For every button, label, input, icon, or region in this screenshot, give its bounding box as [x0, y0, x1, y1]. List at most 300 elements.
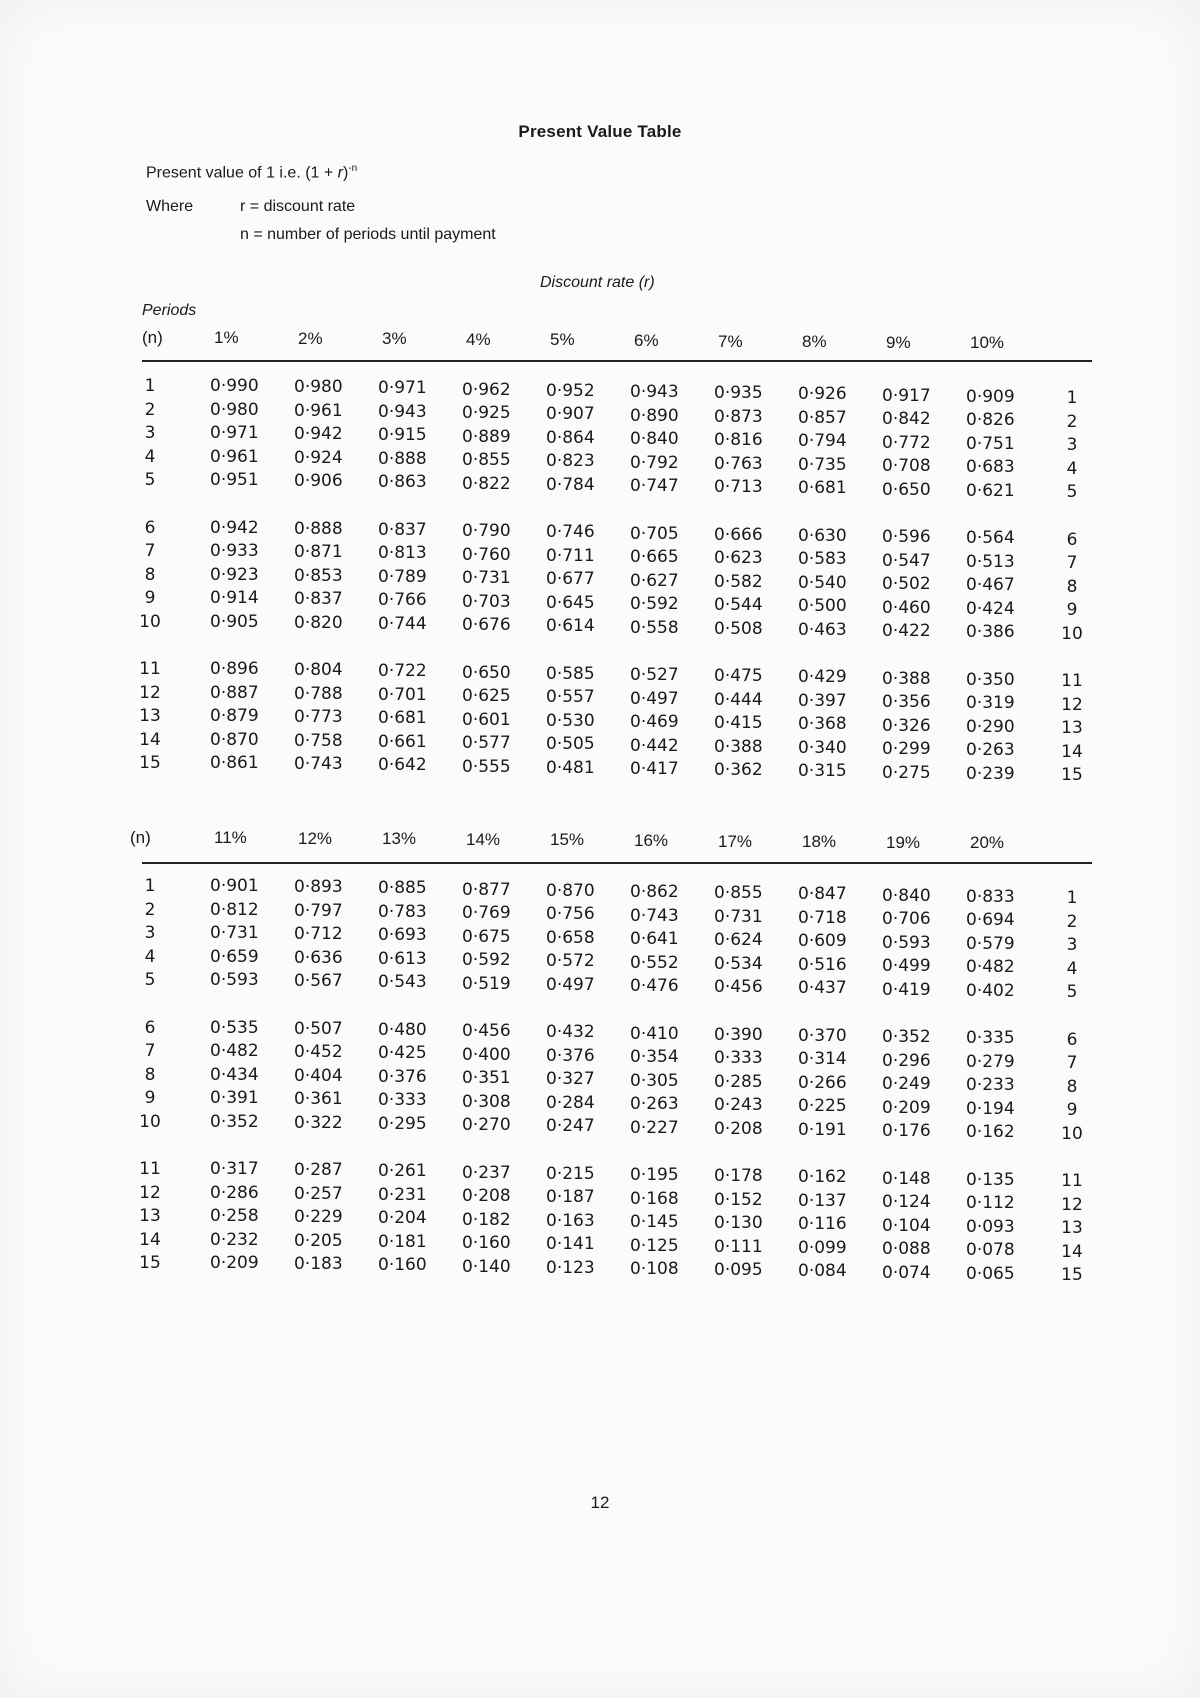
- discount-rate-label: Discount rate (r): [540, 274, 655, 291]
- table-cell: 0·564: [966, 528, 1015, 549]
- table-cell: 0·577: [462, 733, 511, 754]
- table-cell: 0·544: [714, 595, 763, 616]
- table-cell: 0·621: [966, 480, 1015, 501]
- table-cell: 0·675: [462, 926, 511, 947]
- table-cell: 0·352: [882, 1027, 931, 1048]
- table-cell: 0·481: [546, 757, 595, 778]
- table-cell: 0·497: [630, 688, 679, 709]
- table-cell: 0·855: [462, 450, 511, 471]
- table-cell: 0·744: [378, 613, 427, 634]
- rate-header: 18%: [802, 832, 837, 852]
- table-cell: 0·505: [546, 734, 595, 755]
- table-cell: 0·547: [882, 550, 931, 571]
- rate-header: 14%: [466, 829, 501, 849]
- period-number-left: 8: [144, 1064, 156, 1085]
- formula-exponent: -n: [348, 163, 358, 174]
- table-cell: 0·135: [966, 1169, 1015, 1190]
- table-cell: 0·837: [378, 519, 427, 540]
- table-cell: 0·893: [294, 877, 343, 898]
- table-cell: 0·842: [882, 409, 931, 430]
- where-label: Where: [146, 198, 194, 215]
- table-cell: 0·614: [546, 616, 595, 637]
- table-cell: 0·907: [546, 404, 595, 425]
- table-cell: 0·326: [882, 715, 931, 736]
- table-cell: 0·592: [462, 950, 511, 971]
- table-cell: 0·822: [462, 473, 511, 494]
- table-cell: 0·388: [882, 668, 931, 689]
- period-number-left: 11: [139, 1159, 161, 1179]
- table-cell: 0·204: [378, 1208, 427, 1229]
- table-cell: 0·790: [462, 521, 511, 542]
- period-number-left: 2: [144, 899, 156, 920]
- rate-header: 9%: [886, 332, 911, 352]
- table-cell: 0·747: [630, 476, 679, 496]
- table-cell: 0·735: [798, 454, 847, 475]
- table-cell: 0·833: [966, 886, 1015, 907]
- table-cell: 0·593: [210, 970, 259, 990]
- table-cell: 0·650: [882, 479, 931, 500]
- table-cell: 0·456: [714, 977, 763, 998]
- table-cell: 0·535: [210, 1017, 259, 1038]
- table-cell: 0·676: [462, 615, 511, 636]
- period-number-left: 9: [144, 588, 156, 608]
- table-cell: 0·557: [546, 687, 595, 708]
- period-number-left: 7: [144, 1041, 156, 1061]
- table-cell: 0·705: [630, 523, 679, 544]
- table-cell: 0·961: [210, 446, 259, 467]
- table-cell: 0·356: [882, 692, 931, 713]
- table-cell: 0·917: [882, 385, 931, 406]
- table-cell: 0·376: [378, 1066, 427, 1087]
- rate-header: 5%: [550, 330, 575, 350]
- table-cell: 0·713: [714, 477, 763, 498]
- table-cell: 0·208: [462, 1186, 511, 1207]
- table-cell: 0·555: [462, 756, 511, 777]
- table-cell: 0·701: [378, 684, 427, 705]
- table-cell: 0·482: [966, 957, 1015, 978]
- table-cell: 0·980: [294, 377, 343, 398]
- table-cell: 0·585: [546, 663, 595, 684]
- period-number-left: 13: [139, 1206, 161, 1226]
- table-cell: 0·425: [378, 1043, 427, 1064]
- table-cell: 0·181: [378, 1231, 427, 1252]
- rate-header: 12%: [298, 828, 333, 848]
- rate-header: 2%: [298, 328, 323, 348]
- table-cell: 0·650: [462, 662, 511, 683]
- table-cell: 0·368: [798, 714, 847, 735]
- table-cell: 0·877: [462, 879, 511, 900]
- period-number-left: 13: [139, 706, 161, 726]
- table-cell: 0·769: [462, 903, 511, 924]
- table-cell: 0·642: [378, 755, 427, 776]
- table-cell: 0·417: [630, 759, 679, 779]
- table-cell: 0·434: [210, 1064, 259, 1085]
- table-cell: 0·233: [966, 1075, 1015, 1096]
- table-cell: 0·847: [798, 884, 847, 905]
- table-cell: 0·925: [462, 403, 511, 424]
- formula-var: r: [337, 164, 343, 182]
- table-cell: 0·500: [798, 596, 847, 617]
- table-cell: 0·163: [546, 1210, 595, 1231]
- table-cell: 0·290: [966, 716, 1015, 737]
- table-cell: 0·552: [630, 952, 679, 973]
- table-cell: 0·208: [714, 1118, 763, 1139]
- table-cell: 0·540: [798, 572, 847, 593]
- rate-header: 13%: [382, 829, 417, 849]
- table-cell: 0·601: [462, 709, 511, 730]
- table-cell: 0·857: [798, 407, 847, 428]
- period-number-right: 7: [1066, 1053, 1078, 1073]
- table-cell: 0·088: [882, 1239, 931, 1260]
- table-cell: 0·499: [882, 956, 931, 977]
- table-cell: 0·513: [966, 551, 1015, 572]
- table-cell: 0·140: [462, 1256, 511, 1277]
- rate-header: 6%: [634, 331, 659, 350]
- header-rule: [142, 862, 1092, 864]
- table-cell: 0·837: [294, 589, 343, 610]
- table-cell: 0·794: [798, 431, 847, 452]
- period-number-right: 6: [1066, 529, 1078, 550]
- rate-header: 3%: [382, 329, 407, 349]
- table-cell: 0·840: [630, 429, 679, 449]
- period-number-right: 2: [1066, 411, 1078, 432]
- definition-n: n = number of periods until payment: [240, 226, 496, 243]
- table-cell: 0·534: [714, 953, 763, 974]
- table-cell: 0·467: [966, 575, 1015, 596]
- table-cell: 0·194: [966, 1098, 1015, 1119]
- table-cell: 0·582: [714, 571, 763, 592]
- period-number-left: 10: [139, 611, 161, 632]
- table-cell: 0·386: [966, 622, 1015, 643]
- table-cell: 0·826: [966, 410, 1015, 431]
- table-cell: 0·519: [462, 973, 511, 994]
- table-cell: 0·952: [546, 380, 595, 401]
- table-cell: 0·351: [462, 1068, 511, 1089]
- table-cell: 0·422: [882, 621, 931, 642]
- table-cell: 0·065: [966, 1263, 1015, 1284]
- period-number-left: 14: [139, 1229, 161, 1250]
- table-cell: 0·641: [630, 929, 679, 949]
- table-cell: 0·225: [798, 1096, 847, 1117]
- table-cell: 0·797: [294, 900, 343, 921]
- period-number-right: 3: [1066, 435, 1078, 455]
- table-cell: 0·840: [882, 885, 931, 906]
- period-number-right: 15: [1061, 1265, 1083, 1285]
- period-number-right: 13: [1061, 718, 1083, 738]
- table-cell: 0·419: [882, 979, 931, 1000]
- table-cell: 0·873: [714, 406, 763, 427]
- period-number-left: 10: [139, 1111, 161, 1132]
- table-cell: 0·432: [546, 1022, 595, 1043]
- table-cell: 0·130: [714, 1213, 763, 1234]
- table-cell: 0·766: [378, 590, 427, 611]
- table-cell: 0·906: [294, 471, 343, 492]
- table-cell: 0·926: [798, 384, 847, 405]
- table-cell: 0·962: [462, 379, 511, 400]
- table-cell: 0·178: [714, 1166, 763, 1187]
- table-cell: 0·400: [462, 1044, 511, 1065]
- table-cell: 0·370: [798, 1025, 847, 1046]
- table-cell: 0·990: [210, 376, 259, 396]
- table-cell: 0·176: [882, 1121, 931, 1142]
- table-cell: 0·141: [546, 1234, 595, 1255]
- rate-header: 10%: [970, 333, 1005, 353]
- rate-header: 1%: [214, 328, 239, 347]
- table-cell: 0·681: [378, 708, 427, 729]
- table-cell: 0·315: [798, 761, 847, 782]
- table-cell: 0·279: [966, 1051, 1015, 1072]
- table-cell: 0·756: [546, 904, 595, 925]
- table-cell: 0·442: [630, 735, 679, 756]
- period-number-left: 1: [144, 876, 156, 896]
- period-number-right: 1: [1066, 888, 1078, 908]
- table-cell: 0·743: [294, 754, 343, 775]
- period-number-left: 9: [144, 1088, 156, 1108]
- period-number-left: 4: [144, 446, 156, 467]
- page-number: 12: [590, 1493, 610, 1512]
- table-cell: 0·888: [378, 448, 427, 469]
- table-cell: 0·658: [546, 927, 595, 948]
- table-cell: 0·209: [882, 1097, 931, 1118]
- table-cell: 0·116: [798, 1214, 847, 1235]
- table-cell: 0·760: [462, 544, 511, 565]
- table-cell: 0·391: [210, 1088, 259, 1108]
- rate-header: 7%: [718, 331, 743, 351]
- table-cell: 0·758: [294, 730, 343, 751]
- table-cell: 0·112: [966, 1193, 1015, 1214]
- table-cell: 0·305: [630, 1070, 679, 1091]
- table-cell: 0·482: [210, 1041, 259, 1061]
- table-cell: 0·636: [294, 947, 343, 968]
- table-cell: 0·665: [630, 547, 679, 567]
- table-cell: 0·783: [378, 901, 427, 922]
- period-number-left: 5: [144, 470, 156, 490]
- table-cell: 0·731: [210, 923, 259, 943]
- table-cell: 0·516: [798, 954, 847, 975]
- table-cell: 0·084: [798, 1261, 847, 1282]
- period-number-left: 15: [139, 1253, 161, 1273]
- table-cell: 0·108: [630, 1259, 679, 1279]
- period-number-right: 14: [1061, 1241, 1083, 1262]
- table-cell: 0·624: [714, 930, 763, 951]
- period-number-right: 8: [1066, 1076, 1078, 1097]
- table-cell: 0·275: [882, 762, 931, 783]
- table-cell: 0·863: [378, 472, 427, 493]
- table-cell: 0·583: [798, 549, 847, 570]
- period-number-right: 10: [1061, 623, 1083, 644]
- table-cell: 0·296: [882, 1050, 931, 1071]
- rate-header: 11%: [214, 828, 247, 847]
- table-cell: 0·823: [546, 451, 595, 472]
- period-number-right: 3: [1066, 935, 1078, 955]
- period-number-right: 8: [1066, 576, 1078, 597]
- period-number-left: 15: [139, 753, 161, 773]
- table-cell: 0·270: [462, 1115, 511, 1136]
- table-cell: 0·340: [798, 737, 847, 758]
- table-cell: 0·870: [546, 880, 595, 901]
- table-cell: 0·261: [378, 1161, 427, 1182]
- period-number-right: 4: [1066, 458, 1078, 479]
- table-cell: 0·319: [966, 693, 1015, 714]
- table-cell: 0·187: [546, 1187, 595, 1208]
- table-cell: 0·078: [966, 1240, 1015, 1261]
- table-cell: 0·784: [546, 474, 595, 495]
- table-cell: 0·683: [966, 457, 1015, 478]
- period-number-right: 12: [1061, 694, 1083, 715]
- table-cell: 0·812: [210, 899, 259, 920]
- table-cell: 0·693: [378, 925, 427, 946]
- table-cell: 0·543: [378, 972, 427, 993]
- table-cell: 0·746: [546, 522, 595, 543]
- table-cell: 0·247: [546, 1116, 595, 1137]
- table-cell: 0·456: [462, 1021, 511, 1042]
- table-cell: 0·295: [378, 1113, 427, 1134]
- table-cell: 0·592: [630, 594, 679, 614]
- table-cell: 0·243: [714, 1095, 763, 1116]
- table-cell: 0·452: [294, 1042, 343, 1063]
- period-number-right: 1: [1066, 388, 1078, 408]
- table-cell: 0·287: [294, 1160, 343, 1181]
- period-number-right: 2: [1066, 911, 1078, 932]
- table-cell: 0·961: [294, 400, 343, 421]
- rate-header: 4%: [466, 329, 491, 349]
- table-cell: 0·942: [294, 424, 343, 445]
- period-number-right: 5: [1066, 982, 1078, 1002]
- period-number-left: 4: [144, 946, 156, 967]
- table-cell: 0·249: [882, 1074, 931, 1095]
- period-number-left: 8: [144, 564, 156, 585]
- table-cell: 0·706: [882, 909, 931, 930]
- table-cell: 0·773: [294, 707, 343, 728]
- period-number-left: 3: [144, 923, 156, 943]
- table-cell: 0·308: [462, 1091, 511, 1112]
- table-cell: 0·099: [798, 1237, 847, 1258]
- period-number-right: 10: [1061, 1123, 1083, 1144]
- table-cell: 0·162: [966, 1122, 1015, 1143]
- table-cell: 0·871: [294, 542, 343, 563]
- table-cell: 0·322: [294, 1112, 343, 1133]
- table-cell: 0·257: [294, 1183, 343, 1204]
- period-number-left: 1: [144, 376, 156, 396]
- table-cell: 0·160: [378, 1255, 427, 1276]
- table-cell: 0·722: [378, 661, 427, 682]
- table-cell: 0·853: [294, 565, 343, 586]
- table-cell: 0·923: [210, 564, 259, 585]
- table-cell: 0·137: [798, 1190, 847, 1211]
- table-cell: 0·502: [882, 574, 931, 595]
- table-cell: 0·314: [798, 1049, 847, 1070]
- table-cell: 0·681: [798, 478, 847, 499]
- table-cell: 0·263: [966, 740, 1015, 761]
- table-cell: 0·609: [798, 931, 847, 952]
- table-cell: 0·593: [882, 932, 931, 953]
- table-cell: 0·711: [546, 545, 595, 566]
- table-cell: 0·743: [630, 905, 679, 926]
- table-cell: 0·145: [630, 1212, 679, 1232]
- table-cell: 0·943: [378, 401, 427, 422]
- table-cell: 0·951: [210, 470, 259, 490]
- table-cell: 0·376: [546, 1045, 595, 1066]
- table-cell: 0·397: [798, 690, 847, 711]
- table-cell: 0·507: [294, 1018, 343, 1039]
- table-cell: 0·731: [714, 906, 763, 927]
- table-cell: 0·361: [294, 1089, 343, 1110]
- table-cell: 0·191: [798, 1119, 847, 1140]
- table-cell: 0·333: [378, 1090, 427, 1111]
- period-number-right: 4: [1066, 958, 1078, 979]
- table-cell: 0·327: [546, 1069, 595, 1090]
- table-cell: 0·943: [630, 382, 679, 402]
- period-number-right: 9: [1066, 600, 1078, 620]
- period-number-right: 11: [1061, 671, 1083, 691]
- table-cell: 0·558: [630, 617, 679, 638]
- period-number-right: 9: [1066, 1100, 1078, 1120]
- rate-header: 16%: [634, 831, 669, 850]
- period-number-left: 5: [144, 970, 156, 990]
- period-number-left: 6: [144, 517, 156, 538]
- table-cell: 0·879: [210, 706, 259, 726]
- rate-header: 15%: [550, 830, 585, 850]
- page-title: Present Value Table: [518, 122, 682, 141]
- table-cell: 0·424: [966, 598, 1015, 619]
- table-cell: 0·258: [210, 1206, 259, 1226]
- table-cell: 0·935: [714, 383, 763, 404]
- rate-header: 17%: [718, 831, 753, 851]
- table-cell: 0·402: [966, 980, 1015, 1001]
- table-cell: 0·971: [378, 378, 427, 399]
- table-cell: 0·266: [798, 1072, 847, 1093]
- table-cell: 0·567: [294, 971, 343, 992]
- table-cell: 0·148: [882, 1168, 931, 1189]
- table-cell: 0·712: [294, 924, 343, 945]
- table-cell: 0·885: [378, 878, 427, 899]
- table-cell: 0·162: [798, 1167, 847, 1188]
- formula-line: [146, 163, 357, 182]
- table-cell: 0·195: [630, 1165, 679, 1185]
- table-cell: 0·152: [714, 1189, 763, 1210]
- table-cell: 0·350: [966, 669, 1015, 690]
- formula-prefix: Present value of 1 i.e. (1 +: [146, 164, 338, 182]
- table-cell: 0·703: [462, 591, 511, 612]
- table-cell: 0·229: [294, 1207, 343, 1228]
- table-cell: 0·731: [462, 568, 511, 589]
- table-cell: 0·444: [714, 689, 763, 710]
- periods-label: Periods: [142, 302, 197, 319]
- table-cell: 0·299: [882, 739, 931, 760]
- table-cell: 0·627: [630, 570, 679, 591]
- table-cell: 0·613: [378, 948, 427, 969]
- table-cell: 0·862: [630, 882, 679, 902]
- table-cell: 0·209: [210, 1253, 259, 1273]
- table-cell: 0·463: [798, 619, 847, 640]
- table-cell: 0·437: [798, 978, 847, 999]
- table-cell: 0·182: [462, 1209, 511, 1230]
- period-number-right: 7: [1066, 553, 1078, 573]
- table-cell: 0·263: [630, 1094, 679, 1114]
- table-cell: 0·460: [882, 597, 931, 618]
- formula-suffix: ): [343, 164, 349, 182]
- table-cell: 0·861: [210, 753, 259, 773]
- table-cell: 0·816: [714, 430, 763, 451]
- table-cell: 0·227: [630, 1117, 679, 1138]
- period-number-right: 5: [1066, 482, 1078, 502]
- table-cell: 0·772: [882, 432, 931, 453]
- table-cell: 0·469: [630, 712, 679, 732]
- period-number-right: 13: [1061, 1218, 1083, 1238]
- table-cell: 0·659: [210, 946, 259, 967]
- table-cell: 0·285: [714, 1071, 763, 1092]
- table-cell: 0·888: [294, 518, 343, 539]
